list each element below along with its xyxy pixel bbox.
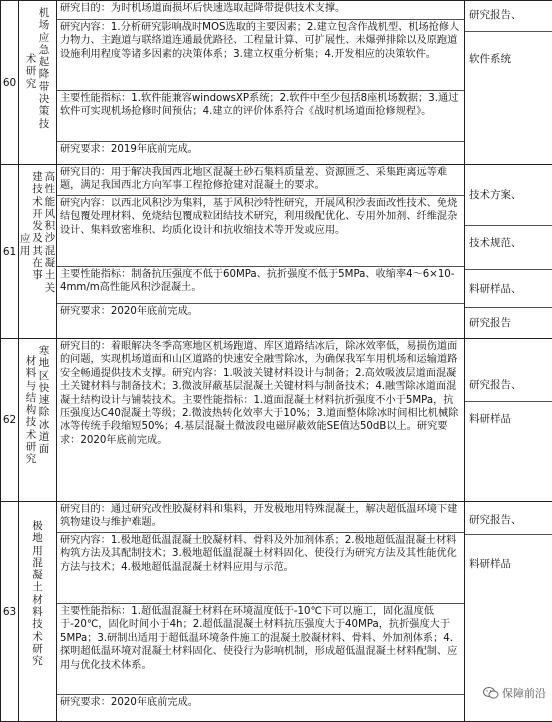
- project-content: [57, 339, 465, 502]
- project-content: [57, 502, 465, 722]
- deliverable: 技术规范、: [469, 235, 522, 250]
- deliverable: 料研样品: [469, 411, 511, 426]
- project-name: [19, 1, 57, 165]
- row-number: 61: [1, 165, 19, 339]
- row-number: 60: [1, 1, 19, 165]
- wechat-icon: [483, 687, 499, 699]
- deliverables: [465, 1, 552, 165]
- deliverable: 料研样品: [469, 556, 511, 571]
- watermark-text: 保障前沿: [502, 685, 546, 701]
- deliverable: 技术方案、: [469, 187, 522, 202]
- research-purpose: 研究目的：用于解决我国西北地区混凝土砂石集料质量差、资源匮乏、采集距离远等难题，满足我国西北方向军事工程抢修抢建对混凝土的要求。: [57, 165, 464, 196]
- watermark: [483, 685, 546, 701]
- project-name: [19, 165, 57, 339]
- project-name-col: 寒地区快速除冰道面: [38, 345, 51, 495]
- research-content: 研究内容：1.分析研究影响战时MOS选取的主要因素；2.建立包含作战机型、机场抢修人力物力、主跑道与联络道连通最优路径、工程量计算、可扩展性、未爆弹排除以及原跑道设施利用程度等诸多因素的决策体系；3.建立权重分析集；4.开发相应的决策软件。: [57, 20, 464, 91]
- research-purpose: 研究目的：通过研究改性胶凝材料和集料，开发极地用特殊混凝土，解决超低温环境下建筑物建设与维护难题。: [57, 502, 464, 533]
- performance-indicators: 主要性能指标：1.超低温混凝土材料在环境温度低于-10℃下可以施工，固化温度低于-20℃，固化时间小于4h；2.超低温混凝土材料抗压强度大于40MPa，抗折强度大于5MPa；3.研制出适用于超低温环境条件施工的混凝土胶凝材料、骨料、外加剂体系；4.探明超低温环境对混凝土材料固化、使役行为影响机制，形成超低温混凝土材料配制、应用与优化技术体系。: [57, 604, 464, 695]
- row-number: 63: [1, 502, 19, 722]
- project-name-col: 材料与结构技术研究: [25, 345, 38, 495]
- performance-indicators: 主要性能指标：1.软件能兼容windowsXP系统；2.软件中至少包括8座机场数据；3.通过软件可实现机场抢修时间预估；4.建立的评价体系符合《战时机场道面抢修规程》。: [57, 91, 464, 142]
- deliverable: 研究报告、: [469, 377, 522, 392]
- project-name-col: 高性能风积沙混凝土关: [44, 171, 56, 332]
- performance-indicators: 主要性能指标：制备抗压强度不低于60MPa、抗折强度不低于5MPa、收缩率4～6×10-4mm/m高性能风积沙混凝土。: [57, 267, 464, 304]
- deliverable: 研究报告、: [469, 7, 522, 22]
- table-row: [1, 1, 552, 165]
- project-name: [19, 502, 57, 722]
- project-content: [57, 1, 465, 165]
- row-number: 62: [1, 339, 19, 502]
- project-name-col: 机场应急起降带决策技: [38, 7, 51, 158]
- project-name-col: 术研究: [25, 7, 38, 158]
- research-details: 研究目的：着眼解决冬季高寒地区机场跑道、库区道路结冰后，除冰效率低，易损伤道面的问题，实现机场道面和山区道路的快速安全融雪除冰，为确保我军车用机场和运输道路安全畅通提供技术支撑。研究内容：1.吸波关键材料设计与制备；2.高效吸波层道面混凝土关键材料与制备技术；3.微波屏蔽基层混凝土关键材料与制备技术；4.融雪除冰道面混凝土结构设计与铺装技术。主要性能指标：1.道面混凝土材料抗折强度不小于5MPa，抗压强度达C40混凝土等级；2.微波热转化效率大于10%；3.道面整体除冰时间相比机械除冰等传统手段缩短50%；4.基层混凝土微波段电磁屏蔽效能SE值达50dB以上。研究要求：2020年底前完成。: [57, 339, 464, 501]
- research-requirement: 研究要求：2020年底前完成。: [57, 304, 464, 322]
- project-name-col: 极地用混凝土材料技术研究: [31, 508, 44, 715]
- project-name-col: 应用: [19, 171, 31, 332]
- project-content: [57, 165, 465, 339]
- deliverables: [465, 339, 552, 502]
- deliverable: 研究报告、: [469, 512, 522, 527]
- research-requirement: 研究要求：2020年底前完成。: [57, 695, 464, 713]
- project-name-col: 建技术开发及其在事: [31, 171, 43, 332]
- table-row: [1, 502, 552, 722]
- research-purpose: 研究目的：为时机场道面损坏后快速选取起降带提供技术支撑。: [57, 1, 464, 20]
- deliverables: [465, 165, 552, 339]
- deliverable: 研究报告: [469, 315, 511, 330]
- deliverable: 料研样品、: [469, 281, 522, 296]
- table-row: [1, 165, 552, 339]
- research-content: 研究内容：1.极地超低温混凝土胶凝材料、骨料及外加剂体系；2.极地超低温混凝土材料构筑方法及其配制技术；3.极地超低温混凝土材料固化、使役行为研究方法及其性能优化方法与技术；4.极地超低温混凝土材料应用与示范。: [57, 533, 464, 604]
- project-name: [19, 339, 57, 502]
- deliverable: 软件系统: [469, 51, 511, 66]
- research-requirement: 研究要求：2019年底前完成。: [57, 142, 464, 160]
- table-row: [1, 339, 552, 502]
- research-content: 研究内容：以西北风积沙为集料，基于风积沙特性研究，开展风积沙表面改性技术、免烧结包覆处理材料、免烧结包覆成粒团结技术研究，利用级配优化、专用外加剂、纤维混杂设计、集料致密堆积、均质化设计和抗收缩技术等开发或应用。: [57, 196, 464, 267]
